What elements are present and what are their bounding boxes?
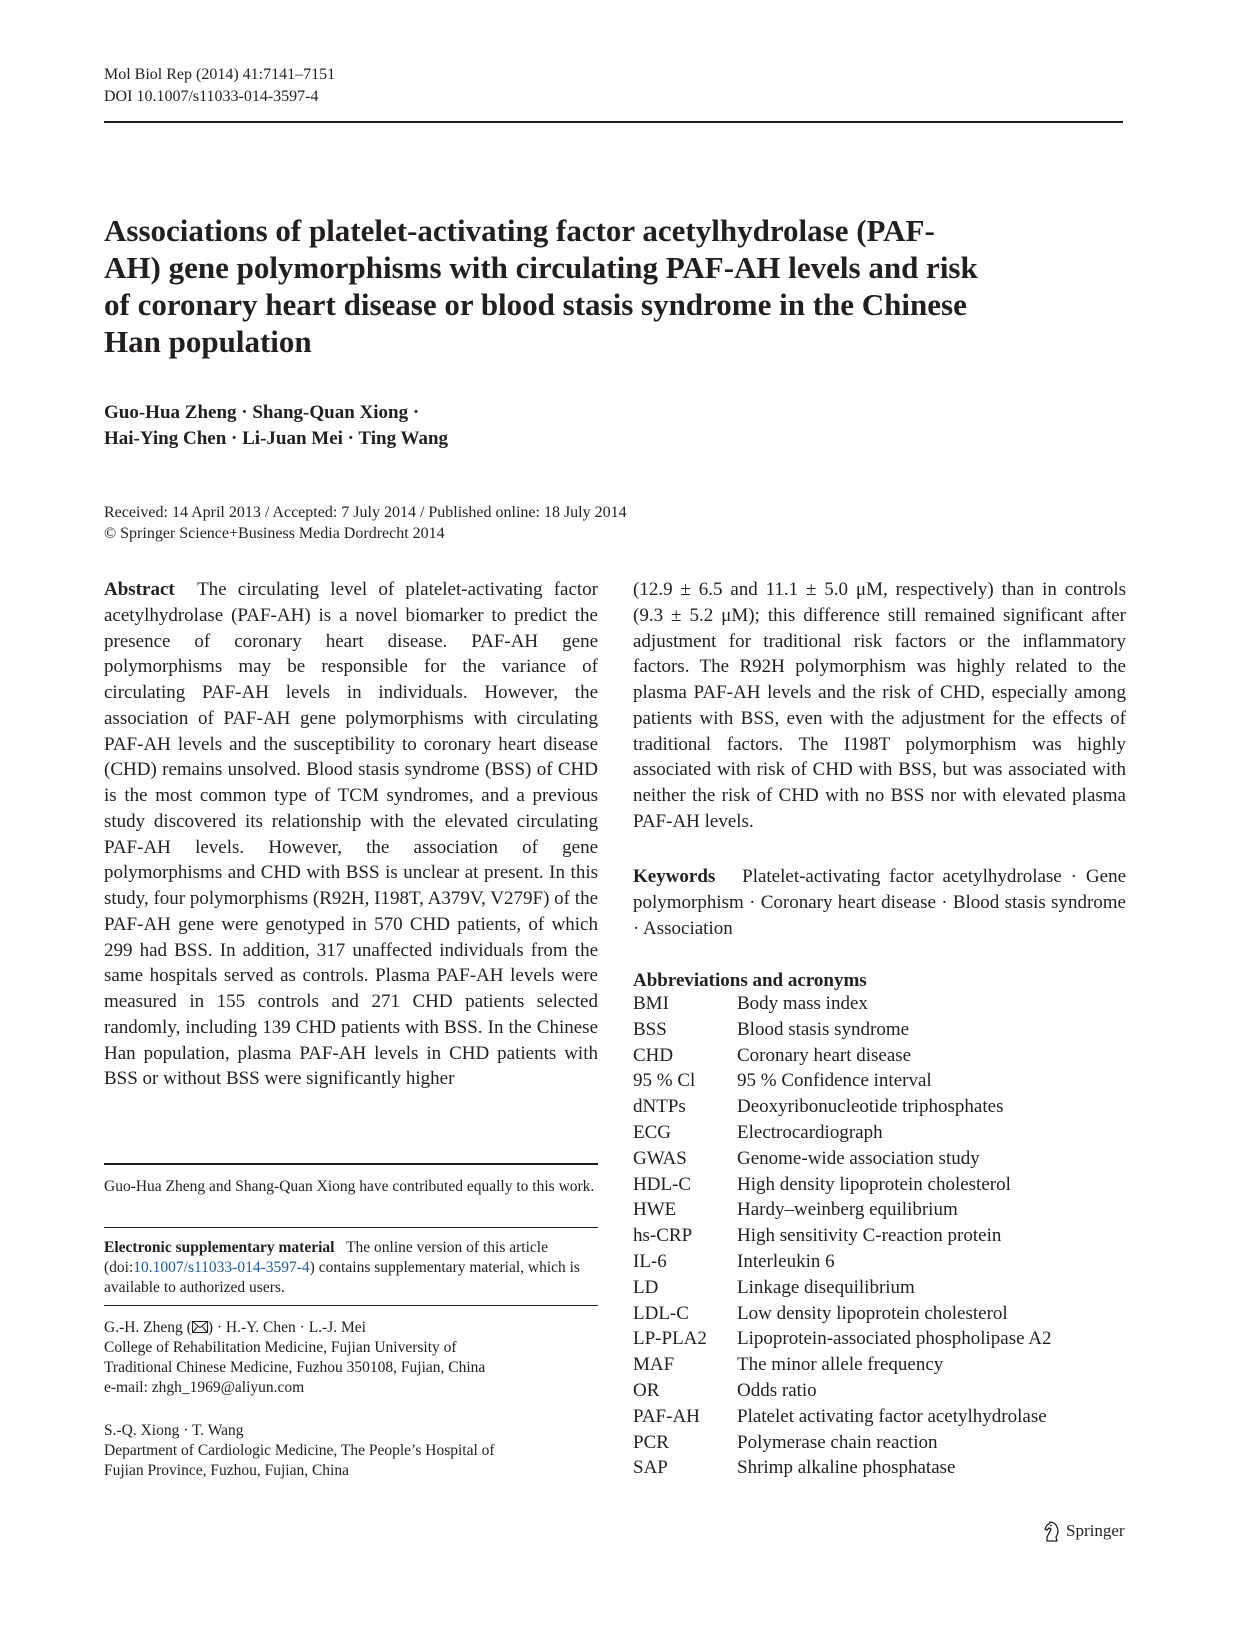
abbreviation-meaning: Interleukin 6: [737, 1250, 835, 1272]
doi-line: DOI 10.1007/s11033-014-3597-4: [104, 88, 319, 105]
affiliation-authors: G.-H. Zheng ( ) · H.-Y. Chen · L.-J. Mei: [104, 1319, 366, 1336]
supplementary-material-note: [104, 1238, 598, 1298]
abbreviation: BSS: [633, 1018, 667, 1040]
copyright: © Springer Science+Business Media Dordrecht 2014: [104, 525, 445, 542]
abbreviation-meaning: Hardy–weinberg equilibrium: [737, 1199, 958, 1221]
abbreviation: LD: [633, 1276, 659, 1298]
abstract-label: Abstract: [104, 579, 175, 600]
keywords-text: Platelet-activating factor acetylhydrolase · Gene polymorphism · Coronary heart disease · Blood stasis syndrome · Association: [633, 866, 1126, 939]
abbreviation-row: [633, 1223, 1126, 1249]
publication-dates: [104, 502, 627, 544]
abbreviation: CHD: [633, 1044, 674, 1066]
header-rule: [104, 121, 1123, 123]
affiliation-institution: College of Rehabilitation Medicine, Fujian University of: [104, 1339, 457, 1356]
publisher-name: Springer: [1066, 1521, 1125, 1540]
doi-link[interactable]: 10.1007/s11033-014-3597-4: [133, 1259, 310, 1276]
abbreviation: LP-PLA2: [633, 1328, 707, 1350]
abbreviation-row: [633, 1455, 1126, 1481]
abbreviation-meaning: Linkage disequilibrium: [737, 1276, 915, 1298]
affiliation-address: Traditional Chinese Medicine, Fuzhou 350108, Fujian, China: [104, 1359, 486, 1376]
esm-text-after: ) contains supplementary material, which is available to authorized users.: [104, 1259, 580, 1296]
abbreviation: PAF-AH: [633, 1405, 700, 1427]
title-line: AH) gene polymorphisms with circulating PAF-AH levels and risk: [104, 250, 978, 285]
journal-header: [104, 64, 335, 108]
abbreviation-row: [633, 1326, 1126, 1352]
author-list: [104, 400, 448, 452]
keywords-label: Keywords: [633, 866, 716, 887]
footnote-rule: [104, 1163, 598, 1165]
affiliation-2: [104, 1421, 598, 1481]
abbreviations-heading: Abbreviations and acronyms: [633, 970, 867, 991]
title-line: of coronary heart disease or blood stasis syndrome in the Chinese: [104, 287, 967, 322]
abbreviation: HDL-C: [633, 1173, 692, 1195]
springer-knight-icon: [1042, 1520, 1062, 1542]
keywords-section: [633, 864, 1126, 942]
abbreviation-meaning: High density lipoprotein cholesterol: [737, 1173, 1011, 1195]
corresponding-email: e-mail: zhgh_1969@aliyun.com: [104, 1379, 305, 1396]
abbreviation-meaning: Blood stasis syndrome: [737, 1018, 910, 1040]
abbreviation-row: [633, 1249, 1126, 1275]
abstract-right-column: [633, 577, 1126, 835]
title-line: Han population: [104, 324, 312, 359]
title-line: Associations of platelet-activating factor acetylhydrolase (PAF-: [104, 213, 935, 248]
abbreviation: LDL-C: [633, 1302, 689, 1324]
abbreviation: IL-6: [633, 1250, 667, 1272]
abbreviation-meaning: High sensitivity C-reaction protein: [737, 1225, 1002, 1247]
abstract-text-continued: (12.9 ± 6.5 and 11.1 ± 5.0 μM, respectively) than in controls (9.3 ± 5.2 μM); this difference still remained significant after adjustment for traditional risk factors or the inflammatory factors. The R92H polymorphism was highly related to the plasma PAF-AH levels and the risk of CHD, especially among patients with BSS, even with the adjustment for the effects of traditional factors. The I198T polymorphism was highly associated with risk of CHD with BSS, but was associated with neither the risk of CHD with no BSS nor with elevated plasma PAF-AH levels.: [633, 579, 1126, 832]
abbreviation-meaning: Deoxyribonucleotide triphosphates: [737, 1096, 1004, 1118]
esm-label: Electronic supplementary material: [104, 1239, 335, 1256]
abbreviation-row: [633, 1120, 1126, 1146]
abbreviation: dNTPs: [633, 1096, 686, 1118]
abbreviation: ECG: [633, 1121, 671, 1143]
abbreviation-row: [633, 991, 1126, 1017]
authors-line: Hai-Ying Chen · Li-Juan Mei · Ting Wang: [104, 428, 449, 449]
abbreviation-meaning: Body mass index: [737, 993, 868, 1014]
abbreviation-meaning: Low density lipoprotein cholesterol: [737, 1302, 1008, 1324]
received-accepted-published: Received: 14 April 2013 / Accepted: 7 July 2014 / Published online: 18 July 2014: [104, 504, 627, 521]
abbreviation: SAP: [633, 1457, 668, 1479]
abbreviation: hs-CRP: [633, 1225, 693, 1247]
abbreviation-row: [633, 1094, 1126, 1120]
abbreviation-row: [633, 1146, 1126, 1172]
abbreviation: 95 % Cl: [633, 1070, 696, 1092]
abbreviation: MAF: [633, 1354, 675, 1376]
abbreviation-row: [633, 1378, 1126, 1404]
envelope-icon: [192, 1321, 208, 1333]
abbreviation-row: [633, 1017, 1126, 1043]
esm-text-before: The online version of this article (doi:: [104, 1239, 548, 1276]
affiliation-institution: Department of Cardiologic Medicine, The People’s Hospital of: [104, 1442, 495, 1459]
abbreviation: BMI: [633, 993, 669, 1014]
abbreviation-row: [633, 1275, 1126, 1301]
abbreviation-row: [633, 1301, 1126, 1327]
abbreviation-row: [633, 1043, 1126, 1069]
equal-contribution-note: Guo-Hua Zheng and Shang-Quan Xiong have contributed equally to this work.: [104, 1178, 595, 1195]
affiliation-authors: S.-Q. Xiong · T. Wang: [104, 1422, 244, 1439]
affiliation-address: Fujian Province, Fuzhou, Fujian, China: [104, 1462, 349, 1479]
article-title: [104, 212, 1104, 360]
abbreviation: PCR: [633, 1431, 669, 1453]
abbreviation-meaning: Lipoprotein-associated phospholipase A2: [737, 1328, 1052, 1350]
abbreviation-meaning: Platelet activating factor acetylhydrolase: [737, 1405, 1047, 1427]
abbreviation-row: [633, 1068, 1126, 1094]
abbreviation-meaning: The minor allele frequency: [737, 1354, 944, 1376]
publisher-logo: [1042, 1520, 1125, 1542]
abbreviation: OR: [633, 1379, 660, 1401]
abbreviation-row: [633, 1172, 1126, 1198]
abbreviation-meaning: Coronary heart disease: [737, 1044, 912, 1066]
journal-citation: Mol Biol Rep (2014) 41:7141–7151: [104, 66, 336, 83]
abbreviation-meaning: Genome-wide association study: [737, 1147, 980, 1169]
footnote-divider: [104, 1227, 598, 1228]
abbreviation-meaning: Polymerase chain reaction: [737, 1431, 938, 1453]
abbreviation: GWAS: [633, 1147, 687, 1169]
abbreviation-row: [633, 1352, 1126, 1378]
abbreviation-meaning: Shrimp alkaline phosphatase: [737, 1457, 956, 1479]
abbreviation-meaning: Electrocardiograph: [737, 1121, 883, 1143]
abbreviation-row: [633, 1430, 1126, 1456]
affiliation-1: [104, 1318, 598, 1398]
abbreviation-row: [633, 1404, 1126, 1430]
abstract-text: The circulating level of platelet-activating factor acetylhydrolase (PAF-AH) is a novel biomarker to predict the presence of coronary heart disease. PAF-AH gene polymorphisms may be responsible for the variance of circulating PAF-AH levels in individuals. However, the association of PAF-AH gene polymorphisms with circulating PAF-AH levels and the susceptibility to coronary heart disease (CHD) remains unsolved. Blood stasis syndrome (BSS) of CHD is the most common type of TCM syndromes, and a previous study discovered its relationship with the elevated circulating PAF-AH levels. However, the association of gene polymorphisms and CHD with BSS is unclear at present. In this study, four polymorphisms (R92H, I198T, A379V, V279F) of the PAF-AH gene were genotyped in 570 CHD patients, of which 299 had BSS. In addition, 317 unaffected individuals from the same hospitals served as controls. Plasma PAF-AH levels were measured in 155 controls and 271 CHD patients selected randomly, including 139 CHD patients with BSS. In the Chinese Han population, plasma PAF-AH levels in CHD patients with BSS or without BSS were significantly higher: [104, 579, 598, 1090]
abstract-left-column: [104, 577, 598, 1092]
footnote-divider: [104, 1305, 598, 1306]
abbreviation-meaning: Odds ratio: [737, 1379, 817, 1401]
abbreviations-list: [633, 991, 1126, 1481]
abbreviation-meaning: 95 % Confidence interval: [737, 1070, 932, 1092]
authors-line: Guo-Hua Zheng · Shang-Quan Xiong ·: [104, 402, 420, 423]
abbreviation: HWE: [633, 1199, 677, 1221]
abbreviation-row: [633, 1197, 1126, 1223]
